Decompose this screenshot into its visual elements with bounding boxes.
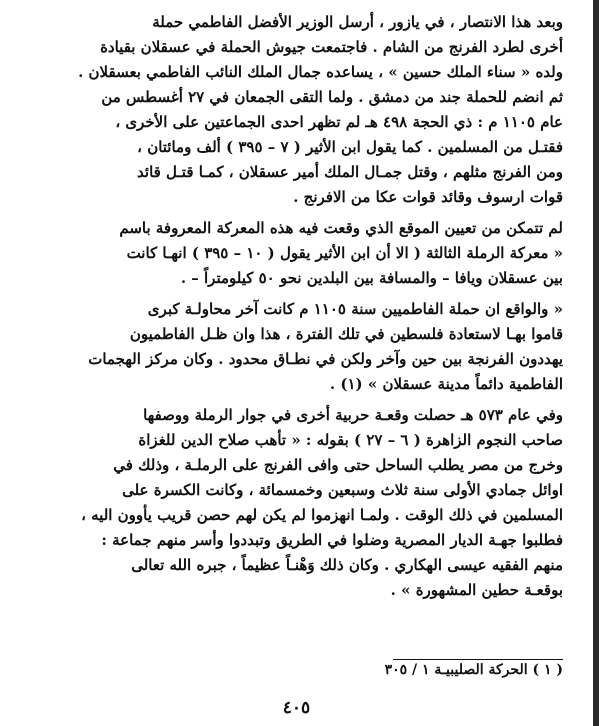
text-line: ولده « سناء الملك حسين » ، يساعده جمال الملك النائب الفاطمي بعسقلان . [78, 63, 563, 81]
text-line: فقتـل من المسلمين . كما يقول ابن الأثير ( ٧ – ٣٩٥ ) ألف ومائتان ، [137, 138, 563, 156]
text-line: ومن الفرنج مثلهم ، وقتل جمـال الملك أمير عسقلان ، كمـا قتـل قائد [137, 163, 563, 181]
footnote-divider [393, 659, 563, 660]
paragraph-1 [38, 10, 563, 210]
text-line: الفاطمية دائماً مدينة عسقلان » (١) . [329, 375, 563, 393]
text-line: ثم انضم للحملة جند من دمشق . ولما التقى الجمعان في ٢٧ أغسطس من [101, 88, 563, 106]
text-line: « والواقع ان حملة الفاطميين سنة ١١٠٥ م كانت آخر محاولـة كبرى [147, 300, 563, 318]
text-line: يهددون الفرنجة بين حين وآخر ولكن في نطـاق محدود . وكان مركز الهجمات [88, 350, 563, 368]
text-line: منهم الفقيه عيسى الهكاري . وكان ذلك وَهْنـاً عظيماً ، جبره الله تعالى [131, 556, 563, 574]
text-line: بوقعـة حطين المشهورة » . [390, 581, 563, 599]
text-line: وخرج من مصر يطلب الساحل حتى وافى الفرنج على الرملـة ، وذلك في [113, 456, 563, 474]
text-line: قاموا بهـا لاستعادة فلسطين في تلك الفترة ، هذا وان ظـل الفاطميون [129, 325, 563, 343]
text-line: بين عسقلان ويافا – والمسافة بين البلدين نحو ٥٠ كيلومتراً – . [180, 269, 563, 287]
text-line: قوات ارسوف وقائد قوات عكا من الافرنج . [293, 188, 563, 206]
text-line: المسلمين في ذلك الوقت . ولمـا انهزموا لم يكن لهم حصن قريب يأوون اليه ، [81, 506, 563, 524]
text-line: عام ١١٠٥ م : ذي الحجة ٤٩٨ هـ لم تظهر احدى الجماعتين على الأخرى ، [115, 113, 563, 131]
paragraph-2 [38, 216, 563, 291]
footnote: ( ١ ) الحركة الصليبيـة ١ / ٣٠٥ [384, 662, 563, 678]
text-line: وفي عام ٥٧٣ هـ حصلت وقعـة حربية أخرى في جوار الرملة ووصفها [143, 406, 563, 424]
text-line: « معركة الرملة الثالثة ( الا أن ابن الأثير يقول ( ١٠ – ٣٩٥ ) انهـا كانت [126, 244, 563, 262]
text-line: أخرى لطرد الفرنج من الشام . فاجتمعت جيوش الحملة في عسقلان بقيادة [100, 38, 563, 56]
text-line: لم تتمكن من تعيين الموقع الذي وقعت فيه هذه المعركة المعروفة باسم [119, 219, 563, 237]
text-line: فطلبوا جهـة الديار المصرية وضلوا في الطريق وتبددوا وأسر منهم جماعة : [101, 531, 563, 549]
text-line: صاحب النجوم الزاهرة ( ٦ – ٢٧ ) بقوله : « تأهب صلاح الدين للغزاة [138, 431, 563, 449]
text-line: اوائل جمادي الأولى سنة ثلاث وسبعين وخمسمائة ، وكانت الكسرة على [122, 481, 563, 499]
text-line: وبعد هذا الانتصار ، في يازور ، أرسل الوزير الأفضل الفاطمي حملة [152, 13, 563, 31]
page-number: ٤٠٥ [282, 698, 311, 718]
paragraph-4 [38, 403, 563, 603]
body-text [38, 10, 563, 609]
paragraph-3 [38, 297, 563, 397]
